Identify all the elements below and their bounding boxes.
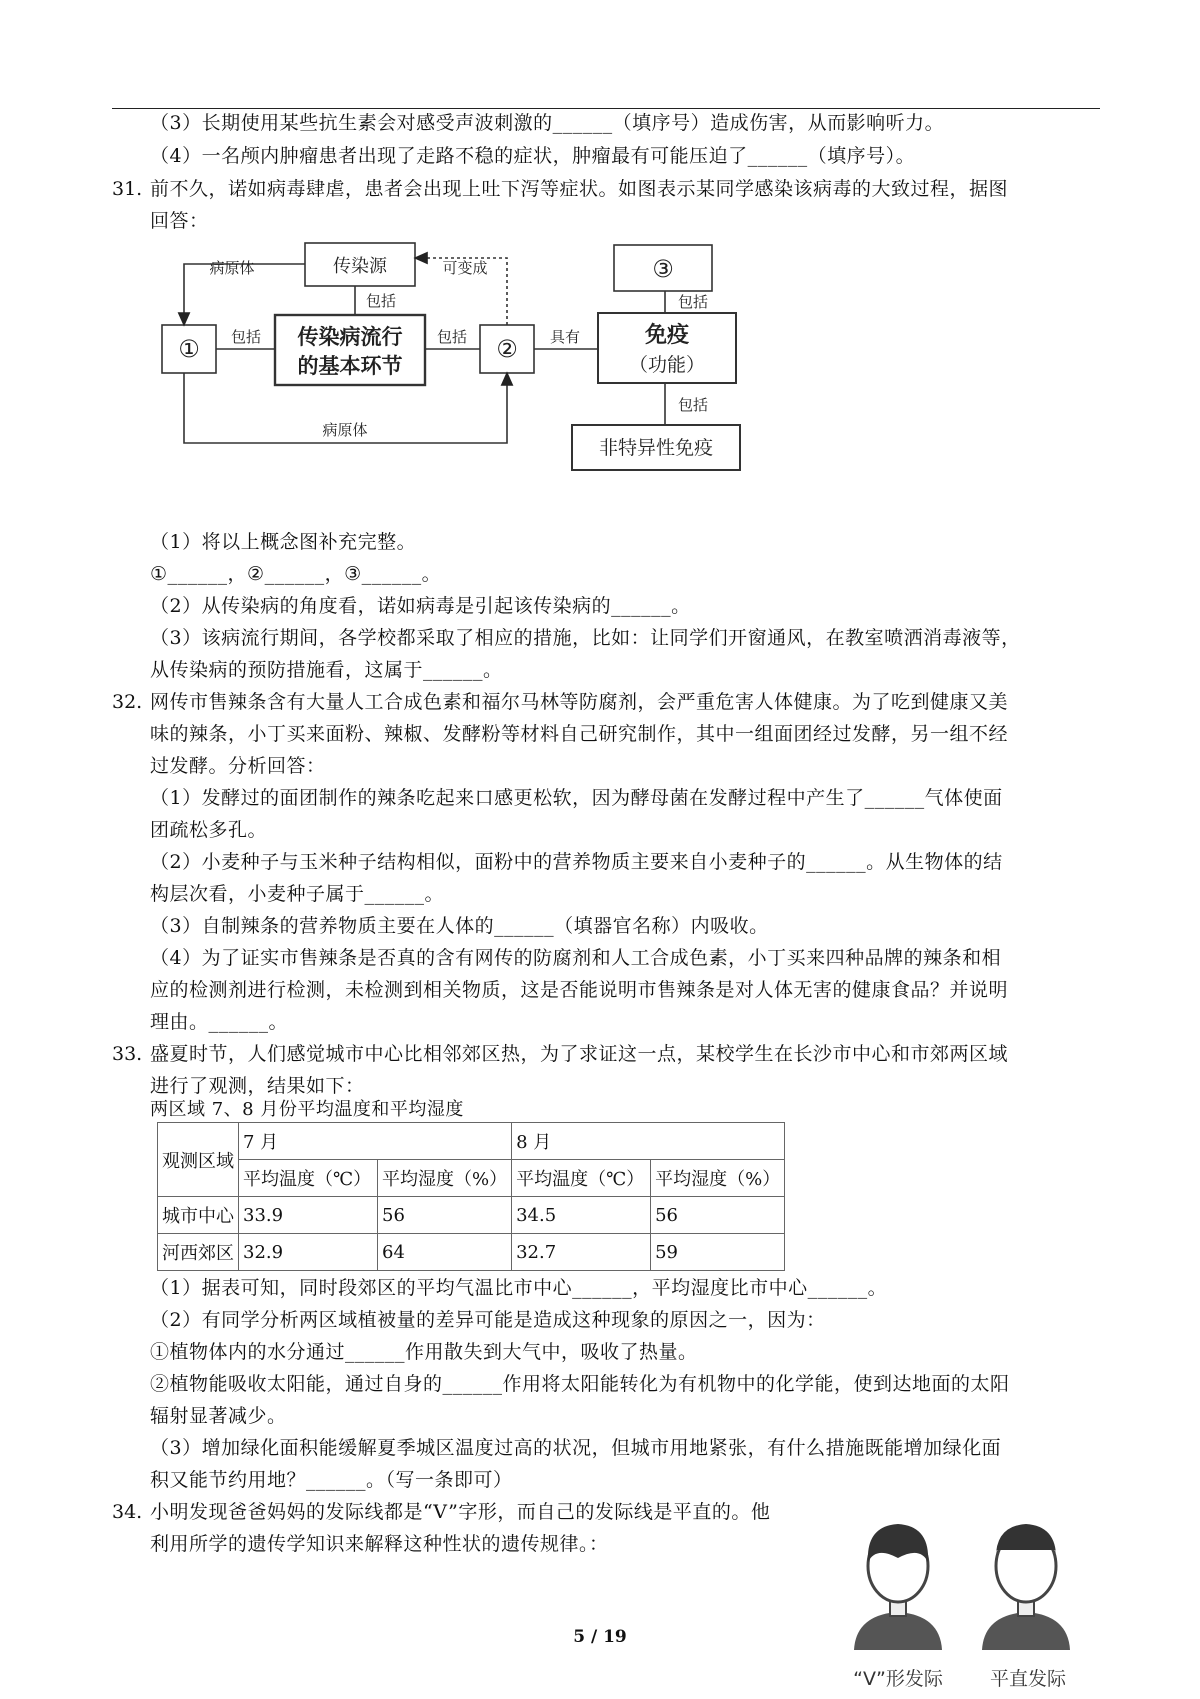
q34-stem-2: 利用所学的遗传学知识来解释这种性状的遗传规律。：	[150, 1533, 609, 1555]
col-temp-8: 平均温度（℃）	[512, 1160, 651, 1197]
label-pathogen-bottom: 病原体	[322, 421, 368, 439]
row-region: 河西郊区	[158, 1234, 239, 1271]
q34-number: 34.	[112, 1501, 143, 1523]
q32-stem-1: 网传市售辣条含有大量人工合成色素和福尔马林等防腐剂，会严重危害人体健康。为了吃到健康又美	[150, 691, 1009, 713]
q33-stem-1: 盛夏时节，人们感觉城市中心比相邻郊区热，为了求证这一点，某校学生在长沙市中心和市郊两区域	[150, 1043, 1009, 1065]
diagram-source: 传染源	[333, 256, 387, 277]
region-header: 观测区域	[158, 1123, 239, 1197]
q32-stem-3: 过发酵。分析回答：	[150, 755, 326, 777]
q33-sub3-1: （3）增加绿化面积能缓解夏季城区温度过高的状况，但城市用地紧张，有什么措施既能增加绿化面	[150, 1437, 1002, 1459]
q33-stem-2: 进行了观测，结果如下：	[150, 1075, 365, 1097]
q33-sub2: （2）有同学分析两区域植被量的差异可能是造成这种现象的原因之一，因为：	[150, 1309, 826, 1331]
q32-sub4-3: 理由。______。	[150, 1011, 289, 1033]
table-row	[158, 1234, 785, 1271]
q33-sub2-a: ①植物体内的水分通过______作用散失到大气中，吸收了热量。	[150, 1341, 698, 1363]
col-hum-7: 平均湿度（%）	[378, 1160, 512, 1197]
cell-t7: 33.9	[239, 1197, 378, 1234]
cell-t7: 32.9	[239, 1234, 378, 1271]
label-pathogen-top: 病原体	[209, 259, 255, 277]
row-region: 城市中心	[158, 1197, 239, 1234]
caption-v: “V”形发际	[853, 1668, 943, 1690]
diagram-immunity-2: （功能）	[628, 354, 706, 376]
q32-sub1-2: 团疏松多孔。	[150, 819, 268, 841]
q33-number: 33.	[112, 1043, 143, 1065]
month2-header: 8 月	[512, 1123, 785, 1160]
q32-sub4-1: （4）为了证实市售辣条是否真的含有网传的防腐剂和人工合成色素，小丁买来四种品牌的辣条和相	[150, 947, 1002, 969]
diagram-node1: ①	[178, 335, 200, 363]
q31-sub3-2: 从传染病的预防措施看，这属于______。	[150, 659, 503, 681]
label-can-become: 可变成	[442, 259, 488, 277]
q31-stem-2: 回答：	[150, 210, 209, 232]
month1-header: 7 月	[239, 1123, 512, 1160]
cell-h8: 59	[651, 1234, 785, 1271]
cell-t8: 32.7	[512, 1234, 651, 1271]
q32-number: 32.	[112, 691, 143, 713]
q30-sub3: （3）长期使用某些抗生素会对感受声波刺激的______（填序号）造成伤害，从而影响听力。	[150, 112, 945, 134]
table-row	[158, 1197, 785, 1234]
diagram-node2: ②	[496, 335, 518, 363]
caption-flat: 平直发际	[989, 1668, 1067, 1690]
label-include-left: 包括	[230, 328, 262, 346]
q32-sub2-2: 构层次看，小麦种子属于______。	[150, 883, 445, 905]
label-include-right: 包括	[436, 328, 468, 346]
q31-number: 31.	[112, 178, 143, 200]
label-include-nonspecific: 包括	[677, 396, 709, 414]
q31-sub2: （2）从传染病的角度看，诺如病毒是引起该传染病的______。	[150, 595, 691, 617]
q31-sub1-blanks: ①______，②______，③______。	[150, 563, 442, 585]
col-hum-8: 平均湿度（%）	[651, 1160, 785, 1197]
label-include-3: 包括	[677, 293, 709, 311]
q31-sub3-1: （3）该病流行期间，各学校都采取了相应的措施，比如：让同学们开窗通风，在教室喷洒消毒液等，	[150, 627, 1021, 649]
q32-stem-2: 味的辣条，小丁买来面粉、辣椒、发酵粉等材料自己研究制作，其中一组面团经过发酵，另一组不经	[150, 723, 1009, 745]
label-include-source: 包括	[365, 292, 397, 310]
label-have: 具有	[549, 328, 581, 346]
header-rule	[112, 108, 1100, 109]
q32-sub2-1: （2）小麦种子与玉米种子结构相似，面粉中的营养物质主要来自小麦种子的______。从生物体的结	[150, 851, 1003, 873]
col-temp-7: 平均温度（℃）	[239, 1160, 378, 1197]
cell-h8: 56	[651, 1197, 785, 1234]
q34-stem-1: 小明发现爸爸妈妈的发际线都是“V”字形，而自己的发际线是平直的。他	[150, 1501, 771, 1523]
q31-sub1: （1）将以上概念图补充完整。	[150, 531, 417, 553]
q33-sub1: （1）据表可知，同时段郊区的平均气温比市中心______，平均湿度比市中心______。	[150, 1277, 888, 1299]
q33-sub2-b-2: 辐射显著减少。	[150, 1405, 287, 1427]
q31-stem-1: 前不久，诺如病毒肆虐，患者会出现上吐下泻等症状。如图表示某同学感染该病毒的大致过程，据图	[150, 178, 1009, 200]
diagram-immunity-1: 免疫	[644, 323, 690, 348]
concept-diagram	[160, 240, 820, 515]
hairline-portraits	[846, 1500, 1086, 1695]
q33-sub2-b-1: ②植物能吸收太阳能，通过自身的______作用将太阳能转化为有机物中的化学能，使到达地面的太阳	[150, 1373, 1010, 1395]
q30-sub4: （4）一名颅内肿瘤患者出现了走路不稳的症状，肿瘤最有可能压迫了______（填序号）。	[150, 145, 916, 167]
q33-sub3-2: 积又能节约用地？______。（写一条即可）	[150, 1469, 513, 1491]
q32-sub3: （3）自制辣条的营养物质主要在人体的______（填器官名称）内吸收。	[150, 915, 769, 937]
table-caption: 两区域 7、8 月份平均温度和平均湿度	[150, 1099, 464, 1120]
q32-sub1-1: （1）发酵过的面团制作的辣条吃起来口感更松软，因为酵母菌在发酵过程中产生了______气体使面	[150, 787, 1003, 809]
observation-table	[157, 1122, 785, 1271]
diagram-center-2: 的基本环节	[297, 354, 403, 378]
page-number: 5 / 19	[573, 1627, 627, 1647]
diagram-nonspecific: 非特异性免疫	[598, 437, 714, 459]
diagram-center-1: 传染病流行	[297, 325, 403, 349]
diagram-node3: ③	[652, 255, 674, 283]
cell-t8: 34.5	[512, 1197, 651, 1234]
cell-h7: 56	[378, 1197, 512, 1234]
q32-sub4-2: 应的检测剂进行检测，未检测到相关物质，这是否能说明市售辣条是对人体无害的健康食品？并说明	[150, 979, 1009, 1001]
cell-h7: 64	[378, 1234, 512, 1271]
